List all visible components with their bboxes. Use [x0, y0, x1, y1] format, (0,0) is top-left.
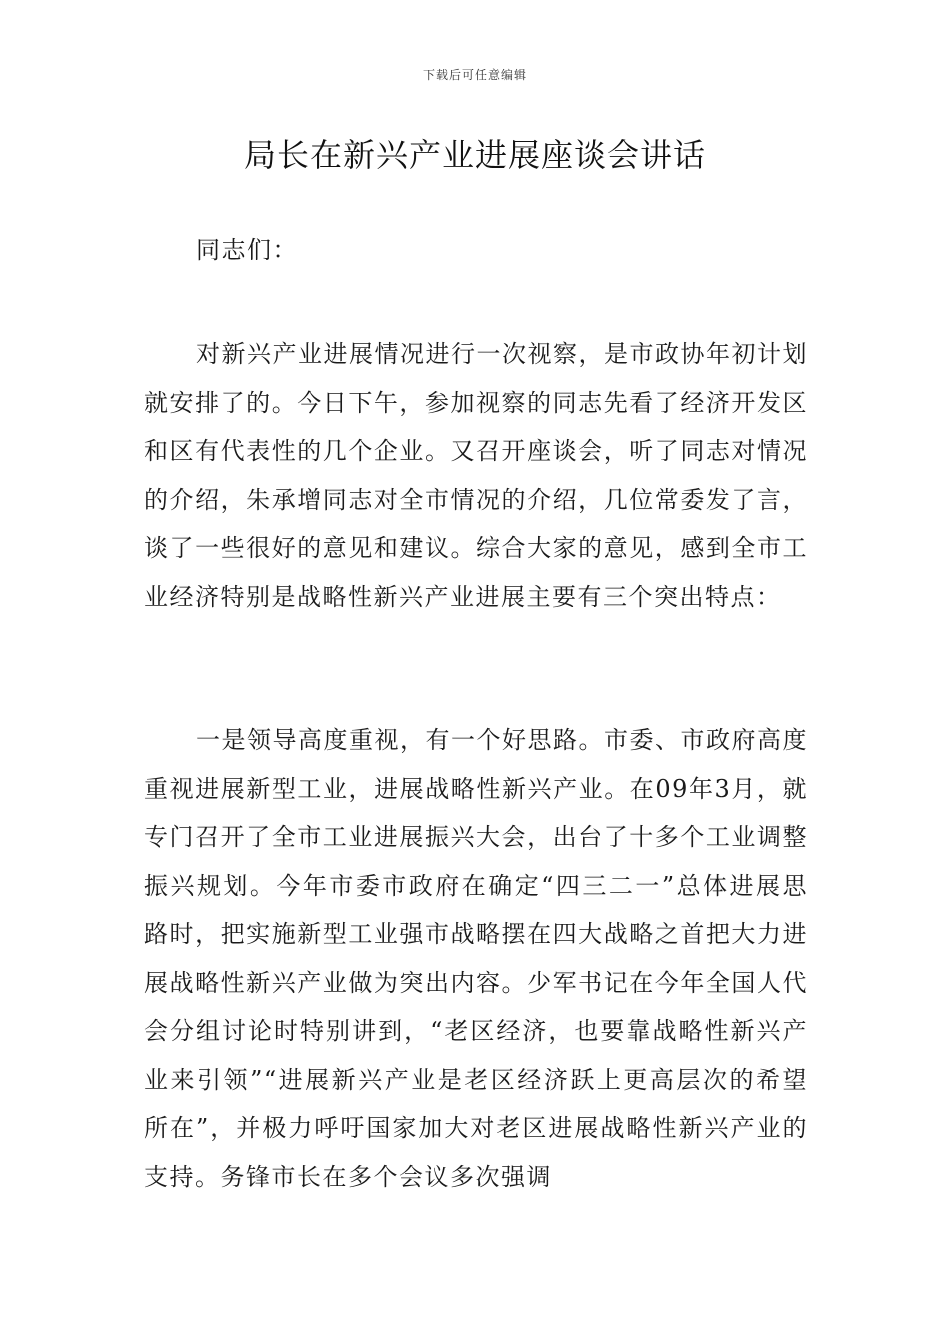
paragraph-text: 对新兴产业进展情况进行一次视察，是市政协年初计划就安排了的。今日下午，参加视察的同志先看了经济开发区和区有代表性的几个企业。又召开座谈会，听了同志对情况的介绍，朱承增同志对全市情况的介绍，几位常委发了言，谈了一些很好的意见和建议。综合大家的意见，感到全市工业经济特别是战略性新兴产业进展主要有三个突出特点：: [144, 340, 808, 611]
paragraph-2: [144, 716, 808, 1201]
paragraph-1: [144, 330, 808, 621]
document-title: 局长在新兴产业进展座谈会讲话: [243, 136, 706, 174]
salutation-text: 同志们：: [196, 236, 298, 264]
header-note: 下载后可任意编辑: [422, 68, 527, 82]
salutation: [144, 226, 808, 275]
paragraph-text: 一是领导高度重视，有一个好思路。市委、市政府高度重视进展新型工业，进展战略性新兴产业。在09年3月，就专门召开了全市工业进展振兴大会，出台了十多个工业调整振兴规划。今年市委市政府在确定“四三二一”总体进展思路时，把实施新型工业强市战略摆在四大战略之首把大力进展战略性新兴产业做为突出内容。少军书记在今年全国人代会分组讨论时特别讲到，“老区经济，也要靠战略性新兴产业来引领”“进展新兴产业是老区经济跃上更高层次的希望所在”，并极力呼吁国家加大对老区进展战略性新兴产业的支持。务锋市长在多个会议多次强调: [144, 726, 808, 1191]
